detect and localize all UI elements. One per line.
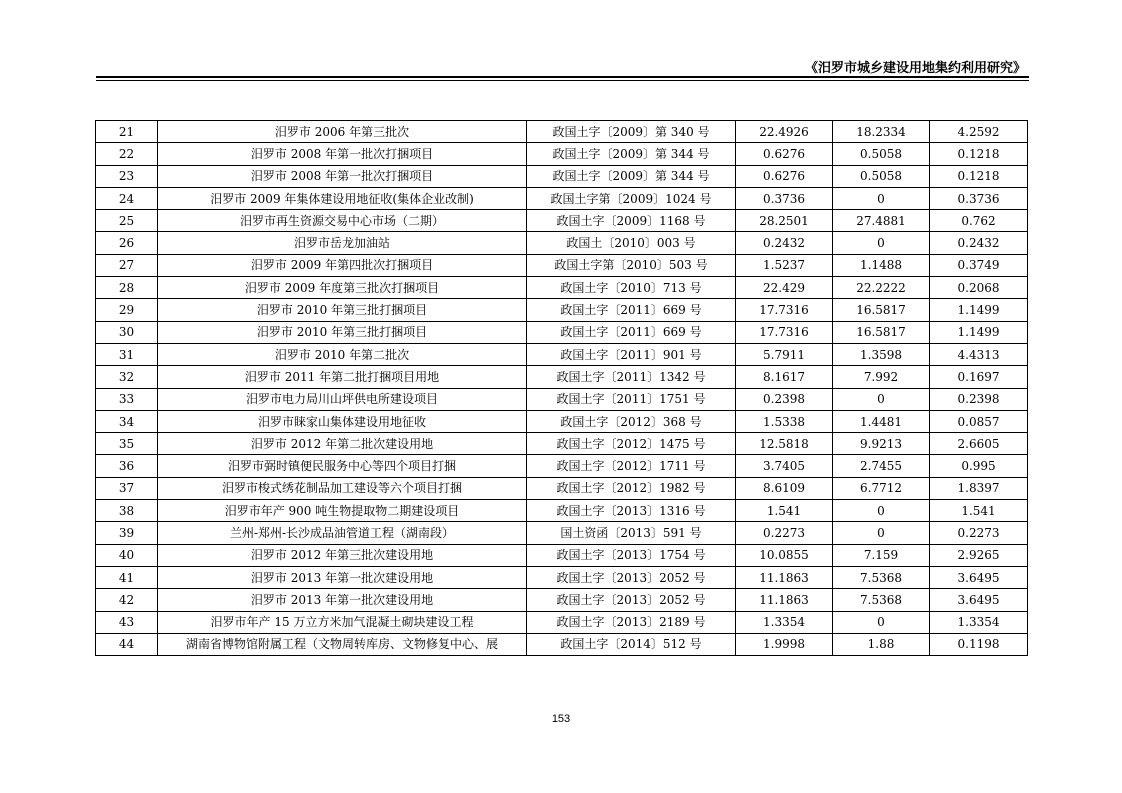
- project-name-cell: 汨罗市 2008 年第一批次打捆项目: [158, 165, 527, 187]
- sub-area-b-cell: 1.541: [930, 500, 1028, 522]
- project-name-cell: 兰州-郑州-长沙成品油管道工程（湖南段）: [158, 522, 527, 544]
- approval-document-cell: 政国土字〔2012〕1711 号: [527, 455, 736, 477]
- total-area-cell: 0.2398: [736, 388, 833, 410]
- row-number-cell: 34: [96, 410, 158, 432]
- sub-area-b-cell: 1.3354: [930, 611, 1028, 633]
- approval-document-cell: 政国土字〔2010〕713 号: [527, 277, 736, 299]
- approval-document-cell: 政国土字〔2012〕1475 号: [527, 433, 736, 455]
- approval-document-cell: 政国土字〔2011〕669 号: [527, 321, 736, 343]
- total-area-cell: 0.2273: [736, 522, 833, 544]
- total-area-cell: 22.4926: [736, 121, 833, 143]
- approval-document-cell: 政国土字〔2011〕1342 号: [527, 366, 736, 388]
- total-area-cell: 11.1863: [736, 589, 833, 611]
- project-name-cell: 汨罗市 2009 年度第三批次打捆项目: [158, 277, 527, 299]
- total-area-cell: 1.5338: [736, 410, 833, 432]
- sub-area-a-cell: 7.992: [833, 366, 930, 388]
- table-row: [96, 143, 1028, 165]
- project-name-cell: 汨罗市 2010 年第二批次: [158, 343, 527, 365]
- project-name-cell: 汨罗市 2012 年第二批次建设用地: [158, 433, 527, 455]
- row-number-cell: 29: [96, 299, 158, 321]
- approval-document-cell: 政国土〔2010〕003 号: [527, 232, 736, 254]
- sub-area-a-cell: 27.4881: [833, 210, 930, 232]
- sub-area-b-cell: 0.3736: [930, 187, 1028, 209]
- table-row: [96, 165, 1028, 187]
- table-row: [96, 566, 1028, 588]
- table-row: [96, 589, 1028, 611]
- document-header-title: 《汨罗市城乡建设用地集约利用研究》: [804, 61, 1026, 76]
- project-name-cell: 汨罗市 2008 年第一批次打捆项目: [158, 143, 527, 165]
- sub-area-b-cell: 0.3749: [930, 254, 1028, 276]
- approval-document-cell: 政国土字〔2012〕1982 号: [527, 477, 736, 499]
- sub-area-b-cell: 2.6605: [930, 433, 1028, 455]
- table-body: [96, 121, 1028, 656]
- table-row: [96, 277, 1028, 299]
- approval-document-cell: 政国土字〔2011〕901 号: [527, 343, 736, 365]
- sub-area-a-cell: 9.9213: [833, 433, 930, 455]
- sub-area-a-cell: 1.4481: [833, 410, 930, 432]
- total-area-cell: 1.3354: [736, 611, 833, 633]
- approval-document-cell: 政国土字第〔2010〕503 号: [527, 254, 736, 276]
- table-row: [96, 477, 1028, 499]
- project-name-cell: 汨罗市电力局川山坪供电所建设项目: [158, 388, 527, 410]
- table-row: [96, 210, 1028, 232]
- sub-area-b-cell: 0.2432: [930, 232, 1028, 254]
- table-row: [96, 410, 1028, 432]
- row-number-cell: 33: [96, 388, 158, 410]
- row-number-cell: 36: [96, 455, 158, 477]
- header-rule-thin: [96, 80, 1029, 81]
- project-name-cell: 汨罗市 2012 年第三批次建设用地: [158, 544, 527, 566]
- row-number-cell: 24: [96, 187, 158, 209]
- approval-document-cell: 政国土字〔2013〕2052 号: [527, 566, 736, 588]
- table-row: [96, 433, 1028, 455]
- sub-area-a-cell: 7.5368: [833, 566, 930, 588]
- table-row: [96, 522, 1028, 544]
- row-number-cell: 31: [96, 343, 158, 365]
- total-area-cell: 5.7911: [736, 343, 833, 365]
- total-area-cell: 1.541: [736, 500, 833, 522]
- project-name-cell: 汨罗市年产 900 吨生物提取物二期建设项目: [158, 500, 527, 522]
- sub-area-a-cell: 22.2222: [833, 277, 930, 299]
- table-row: [96, 366, 1028, 388]
- row-number-cell: 27: [96, 254, 158, 276]
- row-number-cell: 43: [96, 611, 158, 633]
- sub-area-b-cell: 0.1218: [930, 165, 1028, 187]
- approval-document-cell: 政国土字第〔2009〕1024 号: [527, 187, 736, 209]
- total-area-cell: 8.6109: [736, 477, 833, 499]
- sub-area-b-cell: 0.1198: [930, 633, 1028, 655]
- project-name-cell: 汨罗市年产 15 万立方米加气混凝土砌块建设工程: [158, 611, 527, 633]
- row-number-cell: 30: [96, 321, 158, 343]
- sub-area-a-cell: 0.5058: [833, 143, 930, 165]
- project-name-cell: 汨罗市 2013 年第一批次建设用地: [158, 566, 527, 588]
- row-number-cell: 22: [96, 143, 158, 165]
- table-row: [96, 611, 1028, 633]
- row-number-cell: 37: [96, 477, 158, 499]
- total-area-cell: 12.5818: [736, 433, 833, 455]
- sub-area-a-cell: 7.159: [833, 544, 930, 566]
- approval-document-cell: 政国土字〔2014〕512 号: [527, 633, 736, 655]
- header-rule-thick: [96, 76, 1029, 78]
- total-area-cell: 11.1863: [736, 566, 833, 588]
- sub-area-a-cell: 7.5368: [833, 589, 930, 611]
- sub-area-a-cell: 16.5817: [833, 299, 930, 321]
- project-name-cell: 汨罗市 2013 年第一批次建设用地: [158, 589, 527, 611]
- project-name-cell: 汨罗市 2011 年第二批打捆项目用地: [158, 366, 527, 388]
- sub-area-a-cell: 1.88: [833, 633, 930, 655]
- approval-document-cell: 政国土字〔2012〕368 号: [527, 410, 736, 432]
- sub-area-b-cell: 0.2398: [930, 388, 1028, 410]
- total-area-cell: 17.7316: [736, 299, 833, 321]
- sub-area-a-cell: 0: [833, 522, 930, 544]
- sub-area-a-cell: 1.1488: [833, 254, 930, 276]
- project-name-cell: 湖南省博物馆附属工程（文物周转库房、文物修复中心、展: [158, 633, 527, 655]
- sub-area-b-cell: 0.0857: [930, 410, 1028, 432]
- sub-area-a-cell: 0: [833, 388, 930, 410]
- row-number-cell: 25: [96, 210, 158, 232]
- project-name-cell: 汨罗市 2010 年第三批打捆项目: [158, 299, 527, 321]
- sub-area-b-cell: 4.4313: [930, 343, 1028, 365]
- table-row: [96, 388, 1028, 410]
- sub-area-b-cell: 1.8397: [930, 477, 1028, 499]
- table-row: [96, 633, 1028, 655]
- sub-area-a-cell: 0: [833, 187, 930, 209]
- sub-area-a-cell: 1.3598: [833, 343, 930, 365]
- project-name-cell: 汨罗市 2010 年第三批打捆项目: [158, 321, 527, 343]
- sub-area-b-cell: 0.2068: [930, 277, 1028, 299]
- project-name-cell: 汨罗市弼时镇便民服务中心等四个项目打捆: [158, 455, 527, 477]
- total-area-cell: 8.1617: [736, 366, 833, 388]
- approval-document-cell: 政国土字〔2011〕669 号: [527, 299, 736, 321]
- row-number-cell: 23: [96, 165, 158, 187]
- table-row: [96, 455, 1028, 477]
- total-area-cell: 28.2501: [736, 210, 833, 232]
- row-number-cell: 21: [96, 121, 158, 143]
- project-name-cell: 汨罗市 2009 年集体建设用地征收(集体企业改制): [158, 187, 527, 209]
- sub-area-b-cell: 0.762: [930, 210, 1028, 232]
- total-area-cell: 1.5237: [736, 254, 833, 276]
- approval-document-cell: 政国土字〔2009〕第 344 号: [527, 143, 736, 165]
- page-number: 153: [551, 713, 571, 725]
- row-number-cell: 35: [96, 433, 158, 455]
- table-row: [96, 121, 1028, 143]
- row-number-cell: 40: [96, 544, 158, 566]
- total-area-cell: 0.2432: [736, 232, 833, 254]
- row-number-cell: 44: [96, 633, 158, 655]
- row-number-cell: 42: [96, 589, 158, 611]
- table-row: [96, 343, 1028, 365]
- total-area-cell: 17.7316: [736, 321, 833, 343]
- sub-area-a-cell: 0.5058: [833, 165, 930, 187]
- total-area-cell: 0.6276: [736, 165, 833, 187]
- total-area-cell: 10.0855: [736, 544, 833, 566]
- table-row: [96, 544, 1028, 566]
- approval-document-cell: 政国土字〔2009〕第 344 号: [527, 165, 736, 187]
- approval-document-cell: 政国土字〔2009〕1168 号: [527, 210, 736, 232]
- project-name-cell: 汨罗市睐家山集体建设用地征收: [158, 410, 527, 432]
- total-area-cell: 22.429: [736, 277, 833, 299]
- row-number-cell: 32: [96, 366, 158, 388]
- project-name-cell: 汨罗市岳龙加油站: [158, 232, 527, 254]
- project-name-cell: 汨罗市 2009 年第四批次打捆项目: [158, 254, 527, 276]
- approval-document-cell: 政国土字〔2013〕1754 号: [527, 544, 736, 566]
- approval-document-cell: 政国土字〔2013〕2189 号: [527, 611, 736, 633]
- sub-area-b-cell: 1.1499: [930, 299, 1028, 321]
- sub-area-b-cell: 0.1218: [930, 143, 1028, 165]
- project-name-cell: 汨罗市再生资源交易中心市场（二期）: [158, 210, 527, 232]
- total-area-cell: 0.6276: [736, 143, 833, 165]
- land-use-approval-table: [95, 120, 1028, 656]
- table-row: [96, 321, 1028, 343]
- sub-area-a-cell: 16.5817: [833, 321, 930, 343]
- total-area-cell: 3.7405: [736, 455, 833, 477]
- project-name-cell: 汨罗市梭式绣花制品加工建设等六个项目打捆: [158, 477, 527, 499]
- table-row: [96, 254, 1028, 276]
- sub-area-b-cell: 0.1697: [930, 366, 1028, 388]
- sub-area-b-cell: 3.6495: [930, 566, 1028, 588]
- sub-area-a-cell: 0: [833, 500, 930, 522]
- sub-area-b-cell: 4.2592: [930, 121, 1028, 143]
- sub-area-a-cell: 0: [833, 611, 930, 633]
- sub-area-b-cell: 1.1499: [930, 321, 1028, 343]
- sub-area-b-cell: 0.2273: [930, 522, 1028, 544]
- row-number-cell: 28: [96, 277, 158, 299]
- sub-area-b-cell: 0.995: [930, 455, 1028, 477]
- sub-area-a-cell: 0: [833, 232, 930, 254]
- approval-document-cell: 政国土字〔2009〕第 340 号: [527, 121, 736, 143]
- total-area-cell: 0.3736: [736, 187, 833, 209]
- approval-document-cell: 政国土字〔2011〕1751 号: [527, 388, 736, 410]
- sub-area-a-cell: 6.7712: [833, 477, 930, 499]
- total-area-cell: 1.9998: [736, 633, 833, 655]
- row-number-cell: 41: [96, 566, 158, 588]
- row-number-cell: 26: [96, 232, 158, 254]
- table-row: [96, 187, 1028, 209]
- sub-area-a-cell: 18.2334: [833, 121, 930, 143]
- table-row: [96, 299, 1028, 321]
- row-number-cell: 39: [96, 522, 158, 544]
- sub-area-b-cell: 3.6495: [930, 589, 1028, 611]
- approval-document-cell: 国土资函〔2013〕591 号: [527, 522, 736, 544]
- sub-area-a-cell: 2.7455: [833, 455, 930, 477]
- row-number-cell: 38: [96, 500, 158, 522]
- sub-area-b-cell: 2.9265: [930, 544, 1028, 566]
- approval-document-cell: 政国土字〔2013〕2052 号: [527, 589, 736, 611]
- table-row: [96, 232, 1028, 254]
- approval-document-cell: 政国土字〔2013〕1316 号: [527, 500, 736, 522]
- table-row: [96, 500, 1028, 522]
- project-name-cell: 汨罗市 2006 年第三批次: [158, 121, 527, 143]
